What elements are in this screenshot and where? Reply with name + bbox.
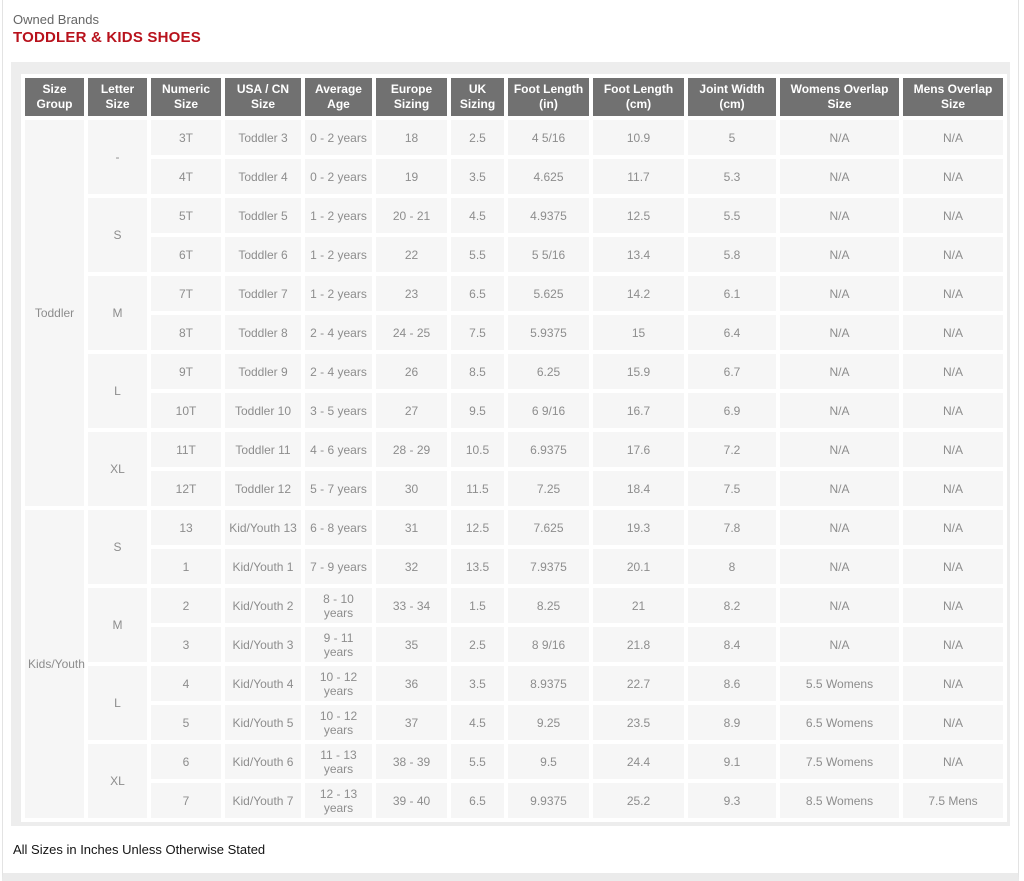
cell-average-age: 0 - 2 years [305, 120, 372, 155]
page-title: TODDLER & KIDS SHOES [13, 29, 201, 46]
table-row [25, 315, 1003, 350]
cell-uk: 2.5 [451, 120, 504, 155]
table-row [25, 354, 1003, 389]
cell-letter-size: - [88, 120, 147, 194]
cell-numeric: 10T [151, 393, 221, 428]
cell-foot-cm: 16.7 [593, 393, 684, 428]
cell-average-age: 1 - 2 years [305, 276, 372, 311]
cell-uk: 5.5 [451, 237, 504, 272]
breadcrumb: Owned Brands [13, 12, 99, 27]
cell-average-age: 9 - 11 years [305, 627, 372, 662]
cell-joint-width: 6.4 [688, 315, 776, 350]
cell-joint-width: 7.5 [688, 471, 776, 506]
cell-mens-overlap: N/A [903, 588, 1003, 623]
cell-europe: 28 - 29 [376, 432, 447, 467]
table-row [25, 666, 1003, 701]
table-row [25, 276, 1003, 311]
cell-foot-in: 4.9375 [508, 198, 589, 233]
cell-mens-overlap: N/A [903, 276, 1003, 311]
cell-womens-overlap: 5.5 Womens [780, 666, 899, 701]
cell-letter-size: L [88, 666, 147, 740]
cell-foot-cm: 14.2 [593, 276, 684, 311]
cell-mens-overlap: N/A [903, 627, 1003, 662]
cell-numeric: 2 [151, 588, 221, 623]
column-header: UK Sizing [451, 78, 504, 116]
table-row [25, 432, 1003, 467]
size-chart-container [11, 62, 1010, 826]
cell-foot-in: 5.9375 [508, 315, 589, 350]
cell-letter-size: XL [88, 744, 147, 818]
cell-womens-overlap: N/A [780, 276, 899, 311]
footnote: All Sizes in Inches Unless Otherwise Stated [13, 842, 266, 857]
cell-womens-overlap: 7.5 Womens [780, 744, 899, 779]
cell-mens-overlap: N/A [903, 159, 1003, 194]
cell-europe: 30 [376, 471, 447, 506]
size-chart-head [25, 78, 1003, 116]
column-header: Letter Size [88, 78, 147, 116]
cell-joint-width: 7.8 [688, 510, 776, 545]
cell-letter-size: S [88, 510, 147, 584]
cell-numeric: 4T [151, 159, 221, 194]
column-header: Foot Length (in) [508, 78, 589, 116]
cell-joint-width: 5 [688, 120, 776, 155]
column-header: Europe Sizing [376, 78, 447, 116]
cell-usa-cn: Toddler 6 [225, 237, 301, 272]
cell-uk: 9.5 [451, 393, 504, 428]
cell-joint-width: 6.1 [688, 276, 776, 311]
cell-joint-width: 5.3 [688, 159, 776, 194]
cell-uk: 3.5 [451, 159, 504, 194]
cell-foot-cm: 11.7 [593, 159, 684, 194]
cell-numeric: 5T [151, 198, 221, 233]
cell-average-age: 4 - 6 years [305, 432, 372, 467]
cell-mens-overlap: N/A [903, 120, 1003, 155]
cell-foot-cm: 12.5 [593, 198, 684, 233]
column-header: Numeric Size [151, 78, 221, 116]
table-row [25, 471, 1003, 506]
cell-joint-width: 8.6 [688, 666, 776, 701]
column-header: USA / CN Size [225, 78, 301, 116]
cell-foot-cm: 22.7 [593, 666, 684, 701]
cell-numeric: 8T [151, 315, 221, 350]
cell-average-age: 8 - 10 years [305, 588, 372, 623]
cell-joint-width: 6.9 [688, 393, 776, 428]
cell-foot-cm: 13.4 [593, 237, 684, 272]
cell-usa-cn: Toddler 4 [225, 159, 301, 194]
cell-letter-size: M [88, 276, 147, 350]
cell-foot-in: 6.9375 [508, 432, 589, 467]
cell-uk: 2.5 [451, 627, 504, 662]
cell-average-age: 12 - 13 years [305, 783, 372, 818]
cell-foot-in: 5.625 [508, 276, 589, 311]
cell-foot-in: 7.9375 [508, 549, 589, 584]
cell-womens-overlap: N/A [780, 354, 899, 389]
cell-foot-cm: 24.4 [593, 744, 684, 779]
column-header: Mens Overlap Size [903, 78, 1003, 116]
cell-europe: 23 [376, 276, 447, 311]
cell-mens-overlap: N/A [903, 471, 1003, 506]
cell-usa-cn: Toddler 11 [225, 432, 301, 467]
cell-europe: 24 - 25 [376, 315, 447, 350]
cell-usa-cn: Toddler 10 [225, 393, 301, 428]
size-chart-body [25, 120, 1003, 818]
cell-womens-overlap: N/A [780, 198, 899, 233]
cell-numeric: 5 [151, 705, 221, 740]
cell-foot-in: 4.625 [508, 159, 589, 194]
cell-usa-cn: Kid/Youth 3 [225, 627, 301, 662]
cell-usa-cn: Kid/Youth 7 [225, 783, 301, 818]
cell-europe: 33 - 34 [376, 588, 447, 623]
cell-uk: 1.5 [451, 588, 504, 623]
cell-europe: 39 - 40 [376, 783, 447, 818]
cell-foot-in: 9.5 [508, 744, 589, 779]
cell-foot-cm: 21 [593, 588, 684, 623]
cell-womens-overlap: N/A [780, 588, 899, 623]
table-row [25, 510, 1003, 545]
cell-joint-width: 8.2 [688, 588, 776, 623]
table-row [25, 198, 1003, 233]
cell-europe: 26 [376, 354, 447, 389]
cell-europe: 36 [376, 666, 447, 701]
cell-europe: 22 [376, 237, 447, 272]
cell-foot-cm: 15 [593, 315, 684, 350]
cell-joint-width: 6.7 [688, 354, 776, 389]
cell-mens-overlap: N/A [903, 744, 1003, 779]
cell-uk: 10.5 [451, 432, 504, 467]
cell-europe: 20 - 21 [376, 198, 447, 233]
cell-mens-overlap: N/A [903, 549, 1003, 584]
cell-numeric: 13 [151, 510, 221, 545]
cell-numeric: 9T [151, 354, 221, 389]
cell-usa-cn: Toddler 8 [225, 315, 301, 350]
cell-average-age: 3 - 5 years [305, 393, 372, 428]
cell-uk: 4.5 [451, 198, 504, 233]
cell-numeric: 1 [151, 549, 221, 584]
cell-mens-overlap: N/A [903, 510, 1003, 545]
cell-average-age: 10 - 12 years [305, 705, 372, 740]
column-header: Womens Overlap Size [780, 78, 899, 116]
column-header: Size Group [25, 78, 84, 116]
table-row [25, 627, 1003, 662]
cell-europe: 31 [376, 510, 447, 545]
cell-foot-cm: 15.9 [593, 354, 684, 389]
cell-europe: 38 - 39 [376, 744, 447, 779]
cell-womens-overlap: N/A [780, 471, 899, 506]
cell-foot-in: 9.25 [508, 705, 589, 740]
page-panel [2, 0, 1019, 881]
cell-usa-cn: Kid/Youth 13 [225, 510, 301, 545]
cell-usa-cn: Toddler 12 [225, 471, 301, 506]
cell-foot-cm: 25.2 [593, 783, 684, 818]
cell-joint-width: 5.8 [688, 237, 776, 272]
table-row [25, 159, 1003, 194]
cell-womens-overlap: 6.5 Womens [780, 705, 899, 740]
cell-size-group: Toddler [25, 120, 84, 506]
cell-foot-cm: 17.6 [593, 432, 684, 467]
cell-mens-overlap: N/A [903, 237, 1003, 272]
cell-foot-in: 8.9375 [508, 666, 589, 701]
cell-uk: 12.5 [451, 510, 504, 545]
cell-europe: 18 [376, 120, 447, 155]
table-row [25, 744, 1003, 779]
cell-average-age: 2 - 4 years [305, 315, 372, 350]
cell-womens-overlap: N/A [780, 120, 899, 155]
cell-average-age: 11 - 13 years [305, 744, 372, 779]
cell-numeric: 11T [151, 432, 221, 467]
cell-size-group: Kids/Youth [25, 510, 84, 818]
cell-average-age: 1 - 2 years [305, 198, 372, 233]
cell-joint-width: 5.5 [688, 198, 776, 233]
cell-foot-cm: 21.8 [593, 627, 684, 662]
cell-europe: 19 [376, 159, 447, 194]
cell-letter-size: XL [88, 432, 147, 506]
cell-numeric: 3T [151, 120, 221, 155]
cell-mens-overlap: N/A [903, 354, 1003, 389]
cell-foot-cm: 19.3 [593, 510, 684, 545]
cell-foot-cm: 20.1 [593, 549, 684, 584]
cell-uk: 11.5 [451, 471, 504, 506]
cell-usa-cn: Kid/Youth 6 [225, 744, 301, 779]
cell-usa-cn: Toddler 5 [225, 198, 301, 233]
cell-joint-width: 9.3 [688, 783, 776, 818]
cell-foot-cm: 23.5 [593, 705, 684, 740]
cell-mens-overlap: 7.5 Mens [903, 783, 1003, 818]
cell-uk: 8.5 [451, 354, 504, 389]
cell-foot-in: 5 5/16 [508, 237, 589, 272]
table-row [25, 549, 1003, 584]
column-header: Joint Width (cm) [688, 78, 776, 116]
cell-average-age: 1 - 2 years [305, 237, 372, 272]
table-row [25, 393, 1003, 428]
size-chart-table [21, 74, 1007, 822]
cell-usa-cn: Toddler 3 [225, 120, 301, 155]
cell-usa-cn: Kid/Youth 2 [225, 588, 301, 623]
table-row [25, 588, 1003, 623]
cell-foot-in: 9.9375 [508, 783, 589, 818]
cell-foot-in: 6.25 [508, 354, 589, 389]
cell-uk: 3.5 [451, 666, 504, 701]
cell-europe: 35 [376, 627, 447, 662]
cell-average-age: 6 - 8 years [305, 510, 372, 545]
cell-numeric: 4 [151, 666, 221, 701]
cell-uk: 6.5 [451, 276, 504, 311]
cell-usa-cn: Kid/Youth 1 [225, 549, 301, 584]
cell-europe: 37 [376, 705, 447, 740]
cell-europe: 32 [376, 549, 447, 584]
cell-womens-overlap: N/A [780, 159, 899, 194]
cell-numeric: 7 [151, 783, 221, 818]
cell-mens-overlap: N/A [903, 315, 1003, 350]
cell-womens-overlap: N/A [780, 432, 899, 467]
cell-foot-in: 8 9/16 [508, 627, 589, 662]
cell-foot-in: 6 9/16 [508, 393, 589, 428]
cell-mens-overlap: N/A [903, 198, 1003, 233]
header-row [25, 78, 1003, 116]
cell-europe: 27 [376, 393, 447, 428]
cell-numeric: 6 [151, 744, 221, 779]
cell-foot-in: 8.25 [508, 588, 589, 623]
cell-letter-size: S [88, 198, 147, 272]
cell-average-age: 7 - 9 years [305, 549, 372, 584]
cell-usa-cn: Kid/Youth 4 [225, 666, 301, 701]
cell-usa-cn: Kid/Youth 5 [225, 705, 301, 740]
cell-womens-overlap: N/A [780, 510, 899, 545]
page-header [3, 10, 1018, 52]
cell-usa-cn: Toddler 9 [225, 354, 301, 389]
cell-average-age: 10 - 12 years [305, 666, 372, 701]
cell-womens-overlap: N/A [780, 549, 899, 584]
table-row [25, 783, 1003, 818]
cell-mens-overlap: N/A [903, 432, 1003, 467]
cell-average-age: 5 - 7 years [305, 471, 372, 506]
cell-usa-cn: Toddler 7 [225, 276, 301, 311]
cell-joint-width: 9.1 [688, 744, 776, 779]
column-header: Foot Length (cm) [593, 78, 684, 116]
cell-foot-in: 7.625 [508, 510, 589, 545]
table-row [25, 120, 1003, 155]
table-row [25, 705, 1003, 740]
cell-uk: 5.5 [451, 744, 504, 779]
cell-foot-in: 7.25 [508, 471, 589, 506]
cell-womens-overlap: N/A [780, 627, 899, 662]
cell-uk: 4.5 [451, 705, 504, 740]
cell-joint-width: 8.4 [688, 627, 776, 662]
cell-foot-cm: 10.9 [593, 120, 684, 155]
cell-uk: 13.5 [451, 549, 504, 584]
cell-numeric: 3 [151, 627, 221, 662]
cell-womens-overlap: N/A [780, 237, 899, 272]
cell-numeric: 6T [151, 237, 221, 272]
cell-joint-width: 8.9 [688, 705, 776, 740]
cell-numeric: 12T [151, 471, 221, 506]
cell-mens-overlap: N/A [903, 666, 1003, 701]
cell-womens-overlap: 8.5 Womens [780, 783, 899, 818]
cell-uk: 7.5 [451, 315, 504, 350]
cell-letter-size: L [88, 354, 147, 428]
cell-average-age: 0 - 2 years [305, 159, 372, 194]
cell-average-age: 2 - 4 years [305, 354, 372, 389]
cell-numeric: 7T [151, 276, 221, 311]
cell-womens-overlap: N/A [780, 393, 899, 428]
cell-letter-size: M [88, 588, 147, 662]
column-header: Average Age [305, 78, 372, 116]
cell-uk: 6.5 [451, 783, 504, 818]
cell-foot-cm: 18.4 [593, 471, 684, 506]
cell-mens-overlap: N/A [903, 705, 1003, 740]
cell-mens-overlap: N/A [903, 393, 1003, 428]
cell-foot-in: 4 5/16 [508, 120, 589, 155]
cell-joint-width: 7.2 [688, 432, 776, 467]
table-row [25, 237, 1003, 272]
cell-womens-overlap: N/A [780, 315, 899, 350]
cell-joint-width: 8 [688, 549, 776, 584]
